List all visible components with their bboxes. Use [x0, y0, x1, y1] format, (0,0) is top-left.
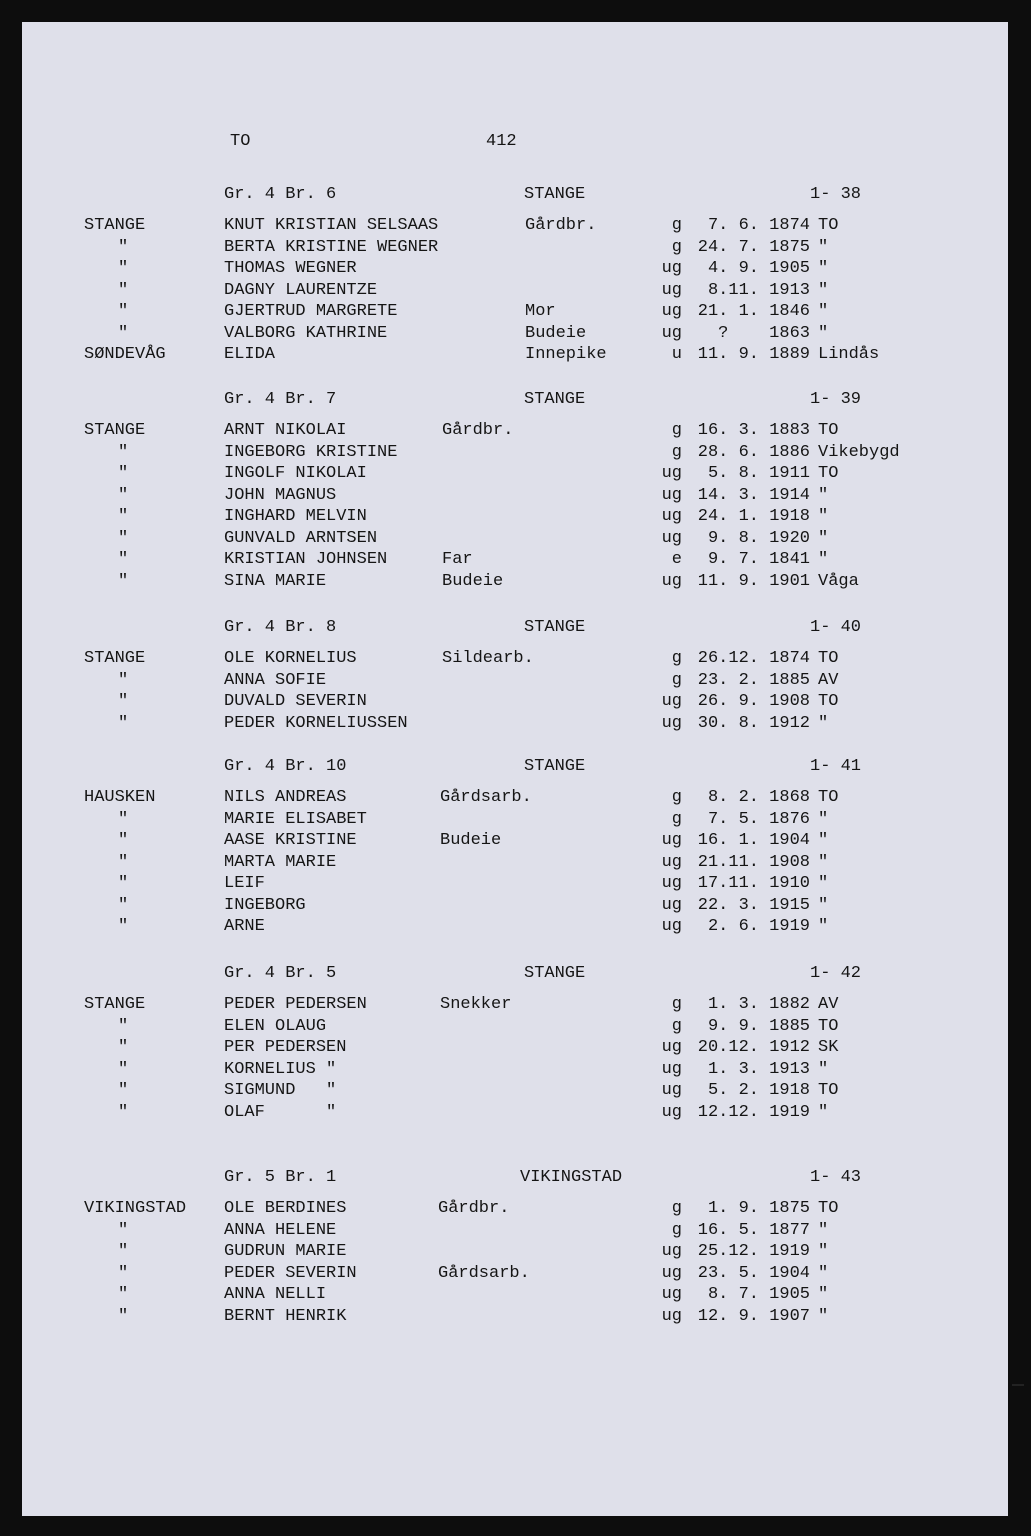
person-status: ug — [661, 1038, 682, 1057]
person-status: ug — [661, 896, 682, 915]
group-farm: STANGE — [524, 618, 586, 637]
person-status: g — [671, 810, 682, 829]
person-status: g — [671, 421, 682, 440]
person-place: VIKINGSTAD — [84, 1199, 187, 1218]
person-place: " — [118, 853, 129, 872]
person-status: ug — [661, 259, 682, 278]
person-date: 2. 6. 1919 — [707, 917, 810, 936]
person-role: Far — [442, 550, 473, 569]
group-farm: STANGE — [524, 185, 586, 204]
person-date: 21.11. 1908 — [697, 853, 810, 872]
person-origin: " — [818, 550, 829, 569]
person-date: 26.12. 1874 — [697, 649, 810, 668]
person-status: g — [671, 1199, 682, 1218]
person-place: " — [118, 692, 129, 711]
person-origin: " — [818, 1264, 829, 1283]
group-farm: STANGE — [524, 390, 586, 409]
person-name: ARNT NIKOLAI — [224, 421, 347, 440]
person-name: ELIDA — [224, 345, 276, 364]
person-date: 8. 2. 1868 — [707, 788, 810, 807]
person-date: 22. 3. 1915 — [697, 896, 810, 915]
person-status: ug — [661, 714, 682, 733]
page-prefix: TO — [230, 132, 251, 151]
person-name: SIGMUND " — [224, 1081, 337, 1100]
group-ref: Gr. 4 Br. 7 — [224, 390, 337, 409]
person-date: 20.12. 1912 — [697, 1038, 810, 1057]
group-code: 1- 43 — [810, 1168, 862, 1187]
group-code: 1- 39 — [810, 390, 862, 409]
person-origin: " — [818, 507, 829, 526]
person-place: " — [118, 529, 129, 548]
person-name: DAGNY LAURENTZE — [224, 281, 378, 300]
person-place: " — [118, 917, 129, 936]
person-origin: " — [818, 853, 829, 872]
person-date: 1. 3. 1913 — [707, 1060, 810, 1079]
person-origin: Våga — [818, 572, 859, 591]
group-ref: Gr. 4 Br. 10 — [224, 757, 347, 776]
group-ref: Gr. 4 Br. 5 — [224, 964, 337, 983]
person-name: MARTA MARIE — [224, 853, 337, 872]
person-status: ug — [661, 1060, 682, 1079]
person-date: 21. 1. 1846 — [697, 302, 810, 321]
person-name: ANNA SOFIE — [224, 671, 327, 690]
person-role: Sildearb. — [442, 649, 534, 668]
person-place: " — [118, 324, 129, 343]
group-code: 1- 41 — [810, 757, 862, 776]
person-name: INGHARD MELVIN — [224, 507, 367, 526]
person-place: " — [118, 302, 129, 321]
person-origin: " — [818, 917, 829, 936]
person-place: " — [118, 874, 129, 893]
person-date: 16. 3. 1883 — [697, 421, 810, 440]
person-role: Budeie — [440, 831, 502, 850]
person-origin: TO — [818, 421, 839, 440]
person-place: SØNDEVÅG — [84, 345, 166, 364]
person-status: ug — [661, 486, 682, 505]
person-date: 1. 9. 1875 — [707, 1199, 810, 1218]
person-place: " — [118, 1285, 129, 1304]
person-origin: TO — [818, 1017, 839, 1036]
person-name: ARNE — [224, 917, 265, 936]
person-status: ug — [661, 1285, 682, 1304]
person-date: 16. 5. 1877 — [697, 1221, 810, 1240]
group-ref: Gr. 4 Br. 8 — [224, 618, 337, 637]
person-status: g — [671, 671, 682, 690]
person-place: STANGE — [84, 649, 146, 668]
person-name: INGOLF NIKOLAI — [224, 464, 367, 483]
person-date: 26. 9. 1908 — [697, 692, 810, 711]
person-name: PEDER KORNELIUSSEN — [224, 714, 408, 733]
person-place: " — [118, 1242, 129, 1261]
person-origin: " — [818, 714, 829, 733]
person-place: " — [118, 714, 129, 733]
person-name: KRISTIAN JOHNSEN — [224, 550, 388, 569]
person-date: 17.11. 1910 — [697, 874, 810, 893]
person-status: g — [671, 216, 682, 235]
person-place: " — [118, 550, 129, 569]
person-place: HAUSKEN — [84, 788, 156, 807]
person-name: INGEBORG — [224, 896, 306, 915]
person-origin: TO — [818, 1199, 839, 1218]
person-status: ug — [661, 464, 682, 483]
person-origin: " — [818, 259, 829, 278]
census-page — [22, 22, 1008, 1516]
person-origin: " — [818, 281, 829, 300]
person-role: Budeie — [525, 324, 587, 343]
person-date: 9. 8. 1920 — [707, 529, 810, 548]
person-date: 9. 9. 1885 — [707, 1017, 810, 1036]
person-place: " — [118, 1081, 129, 1100]
person-status: u — [671, 345, 682, 364]
person-place: " — [118, 671, 129, 690]
person-date: 1. 3. 1882 — [707, 995, 810, 1014]
person-status: ug — [661, 1081, 682, 1100]
person-role: Gårdbr. — [525, 216, 597, 235]
person-origin: TO — [818, 692, 839, 711]
person-name: OLE KORNELIUS — [224, 649, 357, 668]
person-role: Budeie — [442, 572, 504, 591]
page-number: 412 — [486, 132, 517, 151]
person-status: ug — [661, 1264, 682, 1283]
person-place: " — [118, 464, 129, 483]
person-origin: " — [818, 238, 829, 257]
person-origin: " — [818, 1103, 829, 1122]
person-place: " — [118, 486, 129, 505]
person-status: ug — [661, 302, 682, 321]
person-origin: Lindås — [818, 345, 880, 364]
person-role: Gårdsarb. — [440, 788, 532, 807]
person-role: Mor — [525, 302, 556, 321]
person-name: OLAF " — [224, 1103, 337, 1122]
person-name: SINA MARIE — [224, 572, 327, 591]
person-place: " — [118, 259, 129, 278]
person-place: STANGE — [84, 216, 146, 235]
person-date: 7. 6. 1874 — [707, 216, 810, 235]
person-date: 23. 5. 1904 — [697, 1264, 810, 1283]
person-status: ug — [661, 1242, 682, 1261]
person-origin: " — [818, 302, 829, 321]
person-origin: " — [818, 486, 829, 505]
person-place: " — [118, 281, 129, 300]
person-date: 8.11. 1913 — [707, 281, 810, 300]
person-origin: TO — [818, 649, 839, 668]
person-place: " — [118, 1038, 129, 1057]
person-status: e — [671, 550, 682, 569]
person-date: 7. 5. 1876 — [707, 810, 810, 829]
person-date: 25.12. 1919 — [697, 1242, 810, 1261]
person-date: 4. 9. 1905 — [707, 259, 810, 278]
person-name: ANNA NELLI — [224, 1285, 327, 1304]
person-status: ug — [661, 1307, 682, 1326]
person-place: STANGE — [84, 995, 146, 1014]
person-status: g — [671, 995, 682, 1014]
person-date: 30. 8. 1912 — [697, 714, 810, 733]
person-status: g — [671, 1017, 682, 1036]
person-place: " — [118, 896, 129, 915]
person-status: ug — [661, 1103, 682, 1122]
person-name: MARIE ELISABET — [224, 810, 367, 829]
person-name: BERTA KRISTINE WEGNER — [224, 238, 439, 257]
group-farm: STANGE — [524, 757, 586, 776]
person-place: " — [118, 810, 129, 829]
person-origin: AV — [818, 995, 839, 1014]
person-status: g — [671, 788, 682, 807]
person-name: JOHN MAGNUS — [224, 486, 337, 505]
person-status: ug — [661, 692, 682, 711]
person-place: " — [118, 1017, 129, 1036]
person-date: 11. 9. 1901 — [697, 572, 810, 591]
person-date: 11. 9. 1889 — [697, 345, 810, 364]
edge-mark — [1012, 1384, 1024, 1386]
person-name: LEIF — [224, 874, 265, 893]
person-origin: " — [818, 896, 829, 915]
person-status: g — [671, 238, 682, 257]
person-name: PEDER SEVERIN — [224, 1264, 357, 1283]
person-place: " — [118, 507, 129, 526]
person-name: KORNELIUS " — [224, 1060, 337, 1079]
person-date: 5. 8. 1911 — [707, 464, 810, 483]
person-date: 24. 7. 1875 — [697, 238, 810, 257]
person-origin: " — [818, 529, 829, 548]
person-place: " — [118, 1307, 129, 1326]
person-date: 12.12. 1919 — [697, 1103, 810, 1122]
group-code: 1- 40 — [810, 618, 862, 637]
person-date: 16. 1. 1904 — [697, 831, 810, 850]
person-status: ug — [661, 831, 682, 850]
person-name: PEDER PEDERSEN — [224, 995, 367, 1014]
person-origin: " — [818, 324, 829, 343]
person-origin: " — [818, 1221, 829, 1240]
person-place: " — [118, 1221, 129, 1240]
group-farm: VIKINGSTAD — [520, 1168, 623, 1187]
person-origin: " — [818, 1285, 829, 1304]
person-name: DUVALD SEVERIN — [224, 692, 367, 711]
person-status: g — [671, 443, 682, 462]
person-name: AASE KRISTINE — [224, 831, 357, 850]
person-date: 5. 2. 1918 — [707, 1081, 810, 1100]
person-name: GUNVALD ARNTSEN — [224, 529, 378, 548]
person-status: ug — [661, 874, 682, 893]
person-status: ug — [661, 853, 682, 872]
person-status: ug — [661, 572, 682, 591]
person-date: 24. 1. 1918 — [697, 507, 810, 526]
person-date: 28. 6. 1886 — [697, 443, 810, 462]
group-code: 1- 42 — [810, 964, 862, 983]
person-role: Innepike — [525, 345, 607, 364]
person-name: INGEBORG KRISTINE — [224, 443, 398, 462]
person-place: " — [118, 572, 129, 591]
person-date: 23. 2. 1885 — [697, 671, 810, 690]
person-role: Gårdsarb. — [438, 1264, 530, 1283]
person-role: Snekker — [440, 995, 512, 1014]
person-origin: TO — [818, 788, 839, 807]
person-date: 14. 3. 1914 — [697, 486, 810, 505]
person-name: BERNT HENRIK — [224, 1307, 347, 1326]
person-name: VALBORG KATHRINE — [224, 324, 388, 343]
person-status: ug — [661, 281, 682, 300]
group-ref: Gr. 4 Br. 6 — [224, 185, 337, 204]
person-origin: Vikebygd — [818, 443, 900, 462]
person-origin: " — [818, 874, 829, 893]
person-origin: SK — [818, 1038, 839, 1057]
person-name: KNUT KRISTIAN SELSAAS — [224, 216, 439, 235]
person-name: ELEN OLAUG — [224, 1017, 327, 1036]
person-origin: TO — [818, 216, 839, 235]
person-place: " — [118, 443, 129, 462]
person-status: g — [671, 1221, 682, 1240]
person-name: NILS ANDREAS — [224, 788, 347, 807]
person-origin: TO — [818, 1081, 839, 1100]
person-origin: AV — [818, 671, 839, 690]
group-farm: STANGE — [524, 964, 586, 983]
person-origin: " — [818, 831, 829, 850]
person-role: Gårdbr. — [438, 1199, 510, 1218]
person-role: Gårdbr. — [442, 421, 514, 440]
group-code: 1- 38 — [810, 185, 862, 204]
person-name: GJERTRUD MARGRETE — [224, 302, 398, 321]
person-date: 8. 7. 1905 — [707, 1285, 810, 1304]
person-place: " — [118, 1264, 129, 1283]
person-date: 9. 7. 1841 — [707, 550, 810, 569]
person-place: " — [118, 1060, 129, 1079]
person-status: ug — [661, 917, 682, 936]
person-origin: " — [818, 1060, 829, 1079]
person-status: ug — [661, 324, 682, 343]
person-name: THOMAS WEGNER — [224, 259, 357, 278]
person-place: STANGE — [84, 421, 146, 440]
person-place: " — [118, 831, 129, 850]
person-place: " — [118, 1103, 129, 1122]
person-status: g — [671, 649, 682, 668]
person-origin: " — [818, 1242, 829, 1261]
person-status: ug — [661, 529, 682, 548]
person-name: ANNA HELENE — [224, 1221, 337, 1240]
person-origin: " — [818, 1307, 829, 1326]
group-ref: Gr. 5 Br. 1 — [224, 1168, 337, 1187]
person-origin: TO — [818, 464, 839, 483]
person-name: OLE BERDINES — [224, 1199, 347, 1218]
person-name: PER PEDERSEN — [224, 1038, 347, 1057]
person-place: " — [118, 238, 129, 257]
person-name: GUDRUN MARIE — [224, 1242, 347, 1261]
person-date: 12. 9. 1907 — [697, 1307, 810, 1326]
person-status: ug — [661, 507, 682, 526]
person-origin: " — [818, 810, 829, 829]
person-date: ? 1863 — [718, 324, 810, 343]
